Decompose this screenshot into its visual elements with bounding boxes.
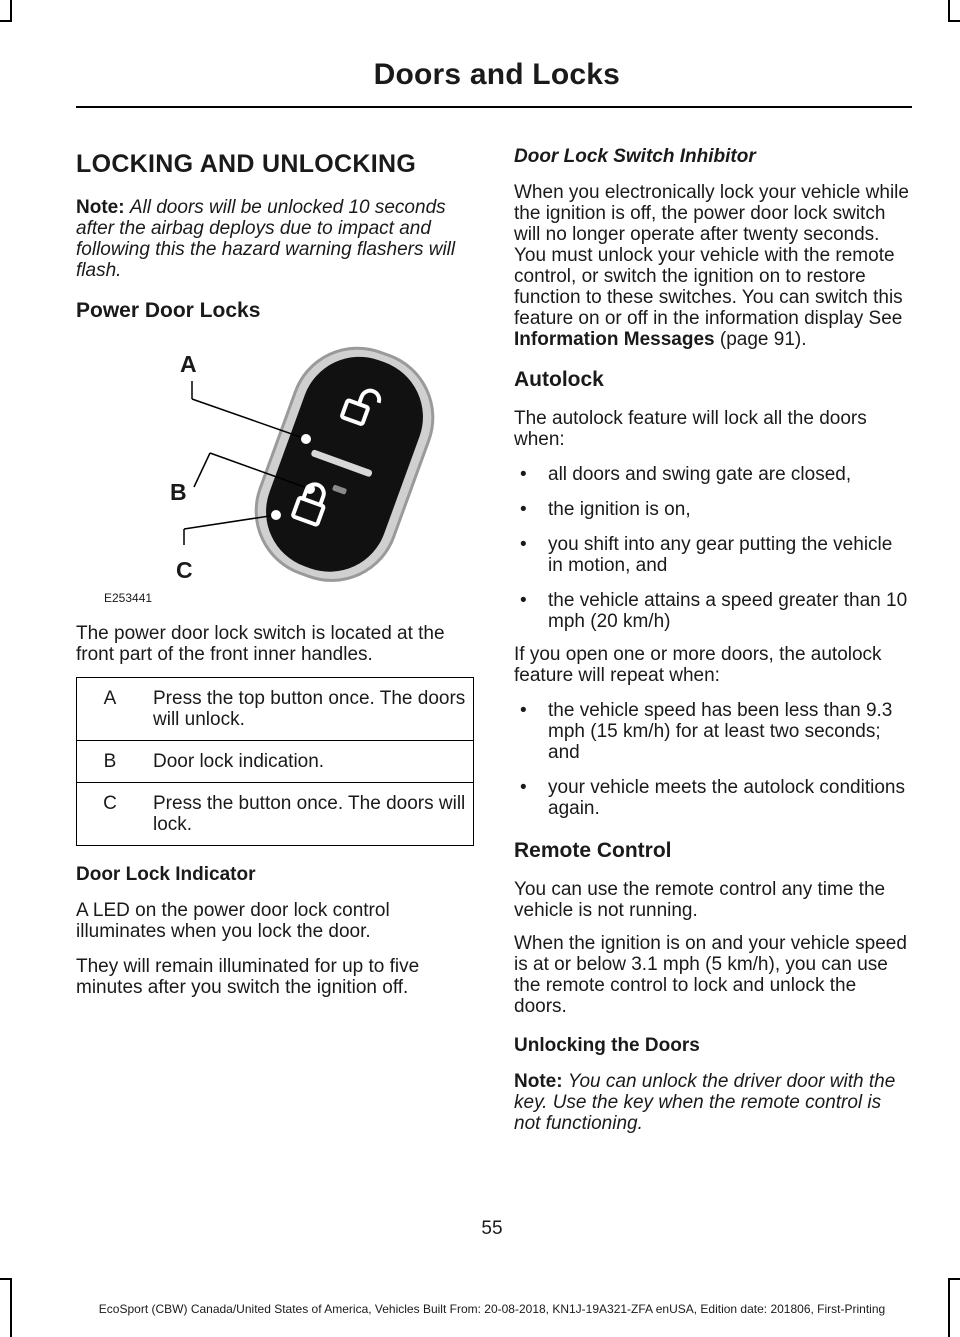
inhibitor-paragraph (514, 182, 912, 350)
list-item: • all doors and swing gate are closed, (514, 464, 912, 485)
table-key: C (77, 783, 144, 846)
crop-mark (948, 1278, 960, 1280)
callout-b: B (170, 479, 187, 505)
figure-code: E253441 (104, 591, 153, 605)
autolock-intro: The autolock feature will lock all the doors when: (514, 408, 867, 450)
note-label: Note: (514, 1071, 563, 1092)
left-column (76, 140, 474, 998)
crop-mark (948, 0, 950, 22)
subsection-heading: Power Door Locks (76, 299, 261, 322)
crop-mark (10, 0, 12, 22)
remote-paragraph: When the ignition is on and your vehicle speed is at or below 3.1 mph (5 km/h), you can use the remote control to lock and unlock the doors. (514, 933, 907, 1017)
repeat-intro: If you open one or more doors, the autolock feature will repeat when: (514, 644, 882, 686)
inhibitor-text: When you electronically lock your vehicle while the ignition is off, the power door lock switch will no longer operate after twenty seconds. You must unlock your vehicle with the remote control, or switch the ignition on to restore function to these switches. You can switch this feature on or off in the information display See (514, 182, 909, 329)
indicator-paragraph: They will remain illuminated for up to five minutes after you switch the ignition off. (76, 956, 420, 998)
autolock-heading: Autolock (514, 368, 604, 391)
header-divider (76, 106, 912, 108)
note-text: All doors will be unlocked 10 seconds after the airbag deploys due to impact and following this the hazard warning flashers will flash. (76, 197, 456, 281)
information-messages-link[interactable]: Information Messages (514, 329, 715, 350)
airbag-note (76, 197, 474, 281)
table-value: Press the top button once. The doors will unlock. (143, 678, 474, 741)
indicator-heading: Door Lock Indicator (76, 864, 256, 885)
unlocking-heading: Unlocking the Doors (514, 1035, 700, 1056)
crop-mark (948, 20, 960, 22)
list-item: • you shift into any gear putting the vehicle in motion, and (514, 534, 912, 576)
table-value: Press the button once. The doors will lock. (143, 783, 474, 846)
right-column (514, 146, 912, 1134)
callout-c: C (176, 557, 193, 583)
inhibitor-heading: Door Lock Switch Inhibitor (514, 146, 756, 167)
crop-mark (0, 1278, 12, 1280)
remote-paragraph: You can use the remote control any time the vehicle is not running. (514, 879, 886, 921)
callout-a: A (180, 351, 197, 377)
door-lock-switch-figure (76, 339, 474, 609)
table-row (77, 678, 474, 741)
note-text: You can unlock the driver door with the key. Use the key when the remote control is not functioning. (514, 1071, 896, 1134)
repeat-list (514, 700, 912, 819)
page-reference: (page 91). (719, 329, 807, 350)
intro-paragraph: The power door lock switch is located at the front part of the front inner handles. (76, 623, 445, 665)
crop-mark (0, 20, 12, 22)
unlocking-note (514, 1071, 912, 1134)
table-row (77, 741, 474, 783)
indicator-paragraph: A LED on the power door lock control illuminates when you lock the door. (76, 900, 390, 942)
door-lock-switch-illustration (76, 339, 474, 609)
list-item: • your vehicle meets the autolock conditions again. (514, 777, 912, 819)
page-number: 55 (481, 1218, 503, 1239)
page-footer: EcoSport (CBW) Canada/United States of America, Vehicles Built From: 20-08-2018, KN1J-19A321-ZFA enUSA, Edition date: 201806, First-Printing (98, 1302, 886, 1316)
legend-table (76, 677, 474, 846)
table-key: B (77, 741, 144, 783)
table-key: A (77, 678, 144, 741)
table-row (77, 783, 474, 846)
list-item: • the vehicle attains a speed greater than 10 mph (20 km/h) (514, 590, 912, 632)
page-title: Doors and Locks (373, 58, 620, 91)
section-heading: LOCKING AND UNLOCKING (76, 150, 417, 178)
list-item: • the vehicle speed has been less than 9.3 mph (15 km/h) for at least two seconds; and (514, 700, 912, 763)
list-item: • the ignition is on, (514, 499, 912, 520)
table-value: Door lock indication. (143, 741, 474, 783)
note-label: Note: (76, 197, 125, 218)
autolock-list (514, 464, 912, 632)
remote-heading: Remote Control (514, 839, 672, 862)
